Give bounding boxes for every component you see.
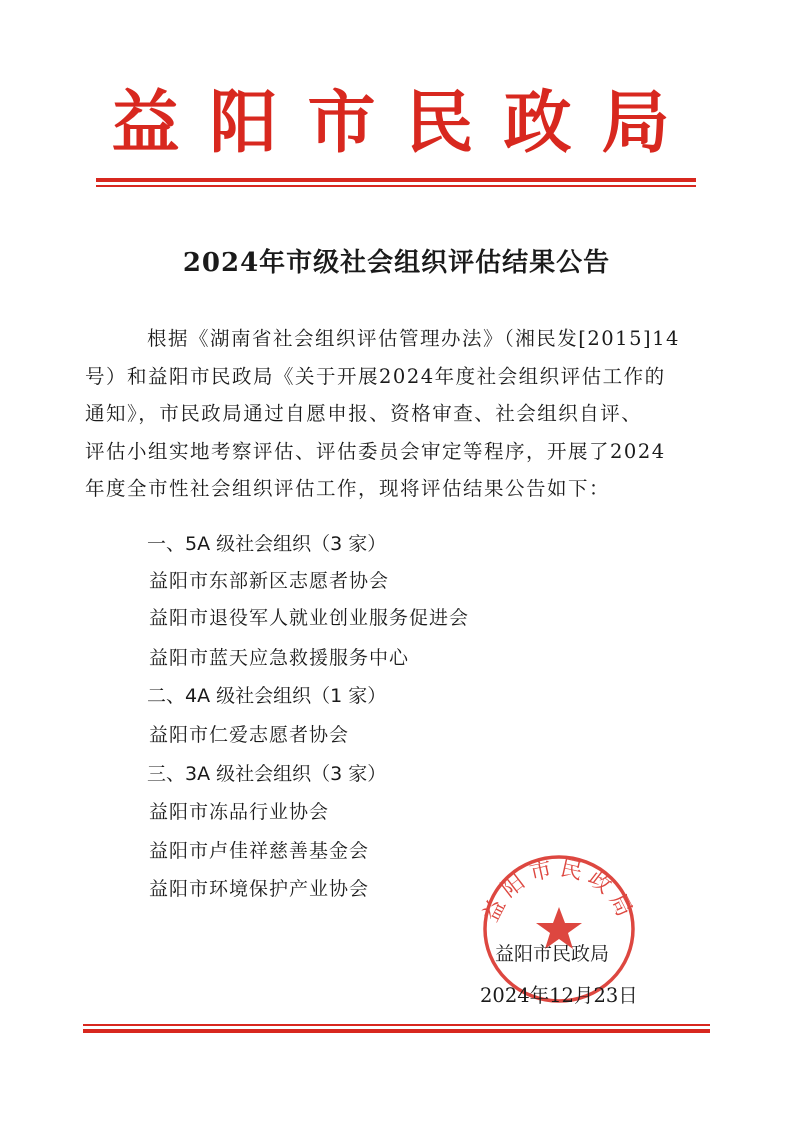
- org-list-item: 益阳市仁爱志愿者协会: [149, 724, 350, 746]
- section-heading-4a: 二、4A 级社会组织（1 家）: [147, 685, 387, 707]
- section-heading-5a: 一、5A 级社会组织（3 家）: [147, 533, 387, 555]
- masthead-rule-thick: [96, 178, 696, 182]
- org-list-item: 益阳市卢佳祥慈善基金会: [149, 840, 370, 862]
- org-list-item: 益阳市退役军人就业创业服务促进会: [149, 607, 470, 629]
- issue-date: 2024年12月23日: [480, 984, 638, 1007]
- footer-rule-thick: [83, 1029, 710, 1033]
- org-list-item: 益阳市蓝天应急救援服务中心: [149, 647, 410, 669]
- masthead-rule-thin: [96, 185, 696, 187]
- body-line: 年度全市性社会组织评估工作，现将评估结果公告如下：: [85, 477, 611, 501]
- section-heading-3a: 三、3A 级社会组织（3 家）: [147, 763, 387, 785]
- footer-rule-thin: [83, 1024, 710, 1026]
- org-list-item: 益阳市冻品行业协会: [149, 801, 330, 823]
- body-line: 通知》，市民政局通过自愿申报、资格审查、社会组织自评、: [85, 402, 643, 426]
- org-list-item: 益阳市东部新区志愿者协会: [149, 570, 390, 592]
- signature-issuer: 益阳市民政局: [495, 943, 610, 965]
- body-line: 评估小组实地考察评估、评估委员会审定等程序，开展了2024: [85, 439, 666, 463]
- org-list-item: 益阳市环境保护产业协会: [149, 878, 370, 900]
- body-paragraph: [85, 320, 705, 508]
- body-line: 根据《湖南省社会组织评估管理办法》（湘民发[2015]14: [147, 327, 680, 350]
- document-title: 2024年市级社会组织评估结果公告: [182, 248, 611, 278]
- seal-text: 益阳市民政局: [478, 855, 640, 926]
- masthead-title: 益阳市民政局: [111, 83, 700, 163]
- body-line: 号）和益阳市民政局《关于开展2024年度社会组织评估工作的: [85, 364, 666, 388]
